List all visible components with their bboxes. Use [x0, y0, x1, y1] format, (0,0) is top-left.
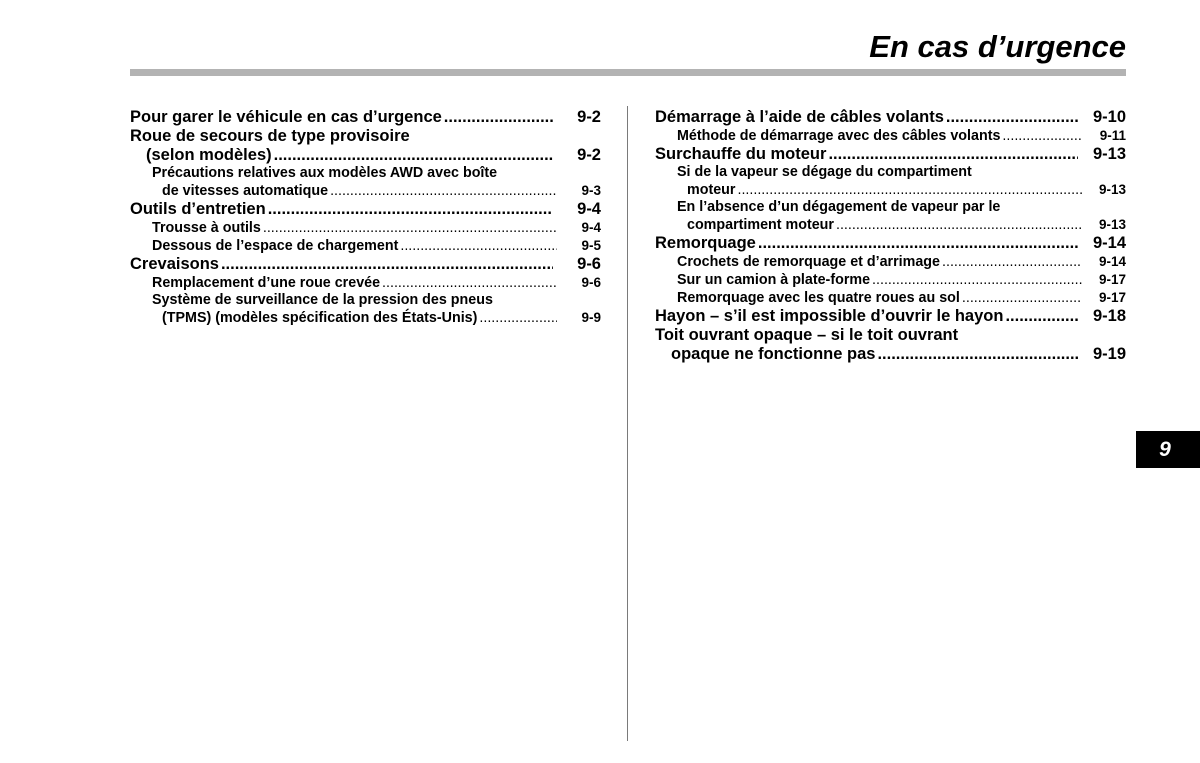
dot-leader [946, 108, 1078, 127]
toc-page-number: 9-5 [581, 238, 601, 253]
toc-entry[interactable] [655, 326, 1126, 364]
dot-leader [828, 145, 1078, 164]
page-title: En cas d’urgence [869, 29, 1126, 64]
toc-entry-title-line: Pour garer le véhicule en cas d’urgence [130, 108, 442, 126]
toc-entry[interactable] [655, 164, 1126, 199]
toc-entry[interactable] [655, 199, 1126, 234]
toc-page-number: 9-13 [1092, 145, 1126, 163]
toc-entry-title-line: Trousse à outils [152, 220, 261, 236]
dot-leader [479, 310, 557, 327]
toc-entry-title-line: Surchauffe du moteur [655, 145, 827, 163]
toc-entry-title-line: (TPMS) (modèles spécification des États-Unis) [162, 310, 478, 326]
toc-entry-title-line: opaque ne fonctionne pas [671, 345, 876, 363]
toc-entry[interactable] [130, 274, 601, 292]
toc-page-number: 9-2 [577, 108, 601, 126]
toc-left-column [130, 108, 601, 327]
title-rule [130, 69, 1126, 76]
dot-leader [737, 182, 1082, 199]
toc-entry-title-line: Crevaisons [130, 255, 219, 273]
toc-entry-title-line: compartiment moteur [687, 217, 834, 233]
toc-entry-title-line: Remorquage avec les quatre roues au sol [677, 290, 960, 306]
toc-entry-title-line: Remorquage [655, 234, 756, 252]
toc-entry[interactable] [130, 200, 601, 219]
toc-page-number: 9-4 [581, 220, 601, 235]
toc-entry[interactable] [655, 145, 1126, 164]
toc-entry[interactable] [130, 237, 601, 255]
toc-page-number: 9-17 [1098, 272, 1126, 287]
toc-entry-title-line: Dessous de l’espace de chargement [152, 238, 399, 254]
toc-page-number: 9-2 [577, 146, 601, 164]
dot-leader [872, 272, 1082, 289]
toc-page-number: 9-4 [577, 200, 601, 218]
toc-page-number: 9-6 [577, 255, 601, 273]
toc-page-number: 9-13 [1098, 182, 1126, 197]
toc-entry[interactable] [130, 219, 601, 237]
toc-entry[interactable] [130, 127, 601, 165]
toc-page-number: 9-14 [1098, 254, 1126, 269]
toc-entry[interactable] [655, 253, 1126, 271]
toc-page-number: 9-10 [1092, 108, 1126, 126]
toc-entry-title-line: (selon modèles) [146, 146, 272, 164]
column-divider [627, 106, 628, 741]
dot-leader [836, 217, 1082, 234]
toc-entry-title-line: de vitesses automatique [162, 183, 329, 199]
toc-entry[interactable] [130, 292, 601, 327]
toc-entry[interactable] [130, 165, 601, 200]
toc-page-number: 9-13 [1098, 217, 1126, 232]
toc-entry[interactable] [655, 108, 1126, 127]
toc-right-column [655, 108, 1126, 364]
toc-page-number: 9-18 [1092, 307, 1126, 325]
dot-leader [330, 183, 557, 200]
toc-entry-title-line: moteur [687, 182, 736, 198]
toc-page-number: 9-6 [581, 275, 601, 290]
toc-entry[interactable] [130, 255, 601, 274]
toc-entry[interactable] [655, 127, 1126, 145]
toc-entry[interactable] [130, 108, 601, 127]
toc-entry-title-line: Hayon – s’il est impossible d’ouvrir le hayon [655, 307, 1004, 325]
toc-entry[interactable] [655, 234, 1126, 253]
dot-leader [263, 220, 557, 237]
chapter-tab[interactable] [1136, 431, 1200, 468]
toc-page-number: 9-11 [1099, 128, 1126, 143]
toc-entry-title-line: Roue de secours de type provisoire [130, 127, 410, 145]
dot-leader [877, 345, 1078, 364]
toc-entry-title-line: Outils d’entretien [130, 200, 266, 218]
toc-entry[interactable] [655, 289, 1126, 307]
dot-leader [221, 255, 553, 274]
toc-entry-title-line: Démarrage à l’aide de câbles volants [655, 108, 944, 126]
toc-page-number: 9-3 [581, 183, 601, 198]
toc-page-number: 9-19 [1092, 345, 1126, 363]
toc-page-number: 9-17 [1098, 290, 1126, 305]
toc-entry-title-line: Précautions relatives aux modèles AWD avec boîte [152, 165, 498, 181]
toc-entry-title-line: Si de la vapeur se dégage du compartiment [677, 164, 972, 180]
dot-leader [400, 238, 557, 255]
toc-entry-title-line: Toit ouvrant opaque – si le toit ouvrant [655, 326, 959, 344]
dot-leader [758, 234, 1078, 253]
toc-entry[interactable] [655, 307, 1126, 326]
dot-leader [274, 146, 553, 165]
dot-leader [962, 290, 1082, 307]
toc-entry-title-line: Système de surveillance de la pression des pneus [152, 292, 493, 308]
dot-leader [444, 108, 553, 127]
dot-leader [942, 254, 1082, 271]
dot-leader [1002, 128, 1082, 145]
toc-entry-title-line: Crochets de remorquage et d’arrimage [677, 254, 940, 270]
toc-entry-title-line: En l’absence d’un dégagement de vapeur par le [677, 199, 1001, 215]
toc-entry-title-line: Sur un camion à plate-forme [677, 272, 871, 288]
dot-leader [1005, 307, 1078, 326]
toc-entry-title-line: Remplacement d’une roue crevée [152, 275, 381, 291]
chapter-number: 9 [1159, 437, 1171, 461]
toc-page-number: 9-9 [581, 310, 601, 325]
toc-entry-title-line: Méthode de démarrage avec des câbles volants [677, 128, 1001, 144]
dot-leader [382, 275, 557, 292]
toc-entry[interactable] [655, 271, 1126, 289]
dot-leader [268, 200, 553, 219]
toc-page-number: 9-14 [1092, 234, 1126, 252]
